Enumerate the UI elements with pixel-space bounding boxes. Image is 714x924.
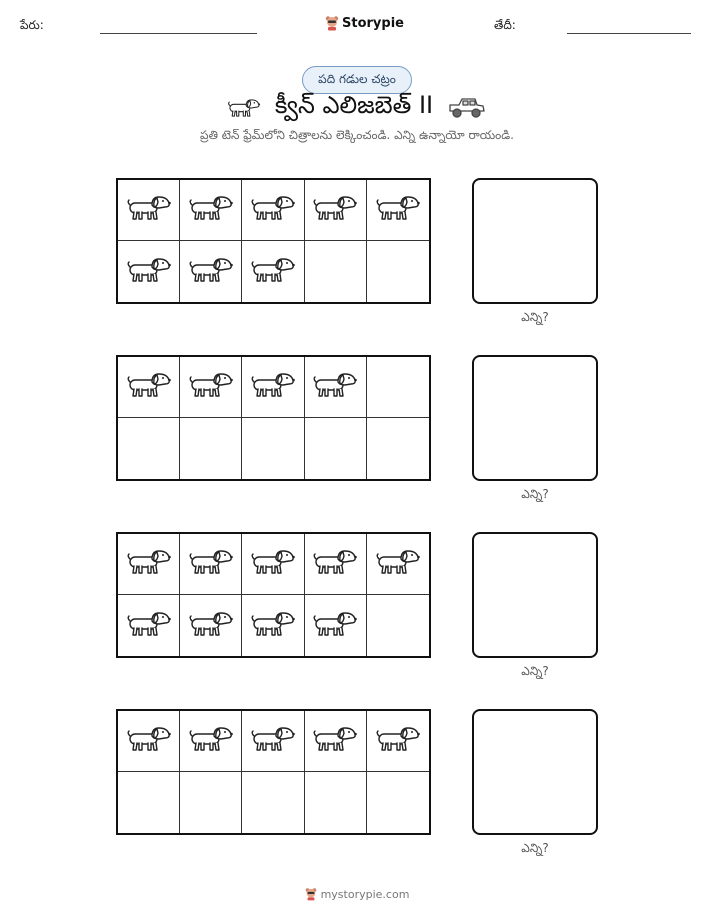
frame-cell (367, 418, 429, 479)
frame-cell (367, 357, 429, 418)
date-label: తేదీ: (494, 18, 516, 32)
dog-icon (312, 724, 358, 758)
dog-icon (126, 255, 172, 289)
frame-cell (180, 772, 242, 833)
frame-cell (118, 241, 180, 302)
jeep-icon (447, 96, 487, 120)
ten-frame-2 (116, 355, 431, 481)
answer-label-3: ఎన్ని? (521, 664, 549, 678)
dog-icon (250, 609, 296, 643)
frame-cell (180, 534, 242, 595)
name-label: పేరు: (20, 18, 44, 32)
instructions: ప్రతి టెన్ ఫ్రేమ్‌లోని చిత్రాలను లెక్కించండి. ఎన్ని ఉన్నాయో రాయండి. (200, 128, 514, 142)
dog-icon (250, 255, 296, 289)
frame-cell (118, 418, 180, 479)
dog-icon (126, 547, 172, 581)
ten-frame-1 (116, 178, 431, 304)
answer-box-1[interactable] (472, 178, 598, 304)
frame-cell (305, 772, 367, 833)
dog-icon (188, 255, 234, 289)
dog-icon (126, 724, 172, 758)
frame-cell (118, 534, 180, 595)
dog-icon (312, 193, 358, 227)
storypie-logo (325, 13, 404, 33)
dog-icon (188, 547, 234, 581)
title-row (0, 92, 714, 124)
ten-frame-4 (116, 709, 431, 835)
frame-cell (305, 595, 367, 656)
frame-cell (242, 534, 304, 595)
name-line (100, 33, 257, 34)
dog-icon (126, 609, 172, 643)
footer-url: mystorypie.com (320, 887, 410, 901)
frame-cell (242, 241, 304, 302)
footer (0, 887, 714, 901)
frame-cell (305, 418, 367, 479)
answer-label-1: ఎన్ని? (521, 310, 549, 324)
ten-frame-3 (116, 532, 431, 658)
dog-icon (188, 724, 234, 758)
frame-cell (305, 534, 367, 595)
dog-icon (375, 547, 421, 581)
frame-cell (180, 357, 242, 418)
logo-text: Storypie (342, 15, 404, 31)
main-title: క్వీన్ ఎలిజబెత్ II (274, 91, 434, 119)
storypie-mascot-icon (305, 887, 317, 901)
dog-icon (250, 547, 296, 581)
subtitle-badge: పది గడుల చట్రం (302, 66, 412, 94)
frame-cell (118, 772, 180, 833)
dog-icon (126, 370, 172, 404)
date-line (567, 33, 691, 34)
frame-cell (305, 180, 367, 241)
frame-cell (118, 711, 180, 772)
dog-icon (126, 193, 172, 227)
dog-icon (250, 193, 296, 227)
frame-cell (242, 772, 304, 833)
frame-cell (118, 595, 180, 656)
dog-icon (188, 370, 234, 404)
answer-box-4[interactable] (472, 709, 598, 835)
answer-box-3[interactable] (472, 532, 598, 658)
answer-label-2: ఎన్ని? (521, 487, 549, 501)
answer-label-4: ఎన్ని? (521, 841, 549, 855)
frame-cell (367, 534, 429, 595)
frame-cell (242, 357, 304, 418)
dog-icon (188, 609, 234, 643)
frame-cell (180, 711, 242, 772)
frame-cell (118, 180, 180, 241)
storypie-mascot-icon (325, 15, 339, 31)
dog-icon (188, 193, 234, 227)
frame-cell (180, 595, 242, 656)
frame-cell (242, 711, 304, 772)
dog-icon (312, 370, 358, 404)
frame-cell (242, 418, 304, 479)
frame-cell (242, 595, 304, 656)
frame-cell (305, 711, 367, 772)
frame-cell (367, 711, 429, 772)
frame-cell (305, 241, 367, 302)
frame-cell (367, 241, 429, 302)
dog-icon (312, 609, 358, 643)
frame-cell (180, 418, 242, 479)
dog-icon (250, 724, 296, 758)
dog-icon (375, 193, 421, 227)
dog-icon (227, 96, 261, 120)
answer-box-2[interactable] (472, 355, 598, 481)
frame-cell (367, 180, 429, 241)
frame-cell (305, 357, 367, 418)
frame-cell (242, 180, 304, 241)
frame-cell (118, 357, 180, 418)
frame-cell (180, 241, 242, 302)
dog-icon (375, 724, 421, 758)
dog-icon (312, 547, 358, 581)
dog-icon (250, 370, 296, 404)
frame-cell (367, 772, 429, 833)
frame-cell (367, 595, 429, 656)
frame-cell (180, 180, 242, 241)
